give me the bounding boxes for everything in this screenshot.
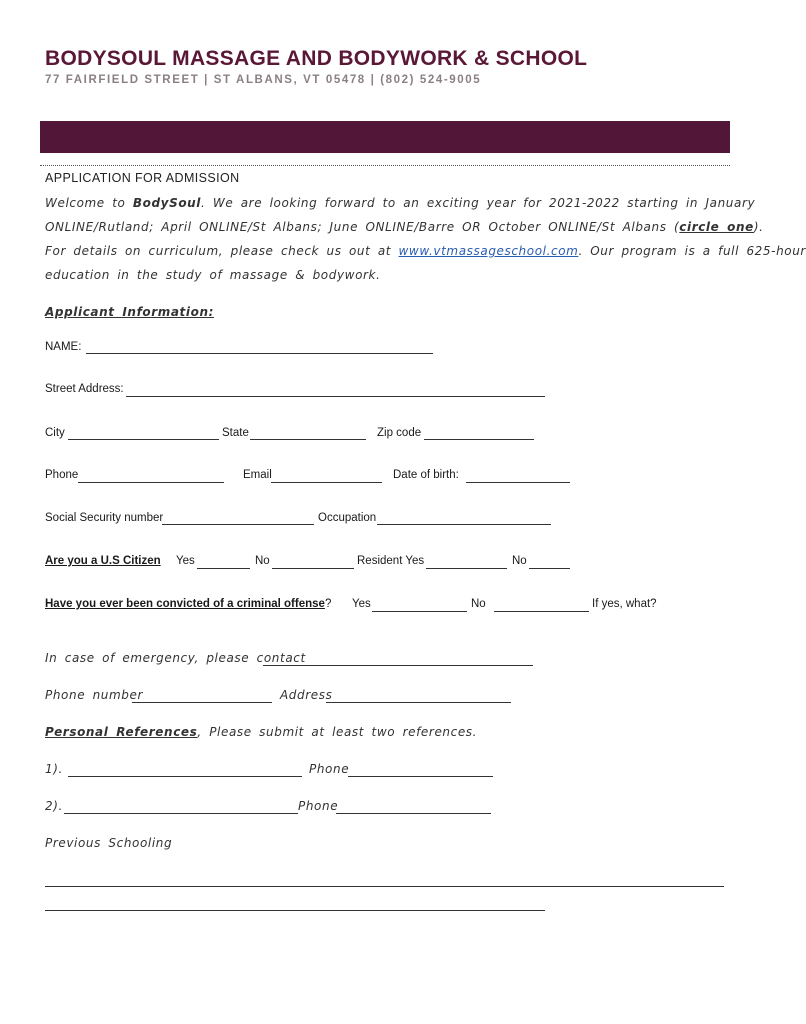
- intro-line1-rest: . We are looking forward to an exciting year for 2021-2022 starting in January: [201, 196, 756, 210]
- criminal-yes-field[interactable]: [372, 611, 467, 612]
- street-label: Street Address:: [45, 383, 124, 395]
- ref1-label: 1).: [45, 762, 63, 776]
- criminal-question: Have you ever been convicted of a criminal offense: [45, 598, 325, 610]
- previous-schooling-field-1[interactable]: [45, 886, 724, 887]
- occupation-field[interactable]: [377, 524, 551, 525]
- previous-schooling-field-2[interactable]: [45, 910, 545, 911]
- ref1-phone-label: Phone: [309, 762, 350, 776]
- intro-line2-end: ).: [753, 220, 764, 234]
- intro-line-2: [45, 220, 764, 234]
- ssn-label: Social Security number: [45, 512, 164, 524]
- name-label: NAME:: [45, 341, 82, 353]
- criminal-yes-label: Yes: [352, 598, 371, 610]
- dob-field[interactable]: [466, 482, 570, 483]
- name-field[interactable]: [86, 353, 433, 354]
- website-link[interactable]: www.vtmassageschool.com: [398, 244, 579, 258]
- state-label: State: [222, 427, 249, 439]
- address-label: Address: [280, 688, 333, 702]
- intro-line-4: education in the study of massage & bodywork.: [45, 268, 381, 282]
- phone-field[interactable]: [78, 482, 224, 483]
- header-band: [40, 121, 730, 153]
- occupation-label: Occupation: [318, 512, 377, 524]
- if-yes-label: If yes, what?: [592, 598, 657, 610]
- state-field[interactable]: [250, 439, 366, 440]
- intro-line3-end: . Our program is a full 625-hour: [578, 244, 806, 258]
- ssn-field[interactable]: [162, 524, 314, 525]
- criminal-qmark: ?: [324, 598, 332, 610]
- ref2-label: 2).: [45, 799, 63, 813]
- citizen-question: Are you a U.S Citizen: [45, 555, 161, 567]
- phone-number-label: Phone number: [45, 688, 144, 702]
- dob-label: Date of birth:: [393, 469, 459, 481]
- school-title: BODYSOUL MASSAGE AND BODYWORK & SCHOOL: [45, 47, 588, 70]
- references-instructions: , Please submit at least two references.: [197, 725, 478, 739]
- school-address: 77 FAIRFIELD STREET | ST ALBANS, VT 05478 | (802) 524-9005: [45, 74, 482, 86]
- criminal-no-field[interactable]: [494, 611, 589, 612]
- resident-no-label: No: [512, 555, 527, 567]
- ref2-phone-label: Phone: [298, 799, 339, 813]
- citizen-yes-field[interactable]: [197, 568, 250, 569]
- resident-yes-field[interactable]: [426, 568, 507, 569]
- emergency-contact-field[interactable]: [263, 665, 533, 666]
- zip-label: Zip code: [377, 427, 422, 439]
- citizen-no-label: No: [255, 555, 270, 567]
- intro-line3-start: For details on curriculum, please check us out at: [45, 244, 399, 258]
- street-address-field[interactable]: [126, 396, 545, 397]
- city-field[interactable]: [68, 439, 219, 440]
- criminal-line: [45, 598, 331, 610]
- resident-yes-label: Resident Yes: [357, 555, 425, 567]
- previous-schooling-label: Previous Schooling: [45, 836, 173, 850]
- ref2-phone-field[interactable]: [336, 813, 491, 814]
- intro-welcome: Welcome to: [45, 196, 133, 210]
- citizen-no-field[interactable]: [272, 568, 354, 569]
- criminal-no-label: No: [471, 598, 486, 610]
- ref1-phone-field[interactable]: [348, 776, 493, 777]
- dotted-divider: [40, 165, 730, 166]
- references-heading: Personal References: [45, 725, 198, 739]
- intro-line2-start: ONLINE/Rutland; April ONLINE/St Albans; June ONLINE/Barre OR October ONLINE/St Albans (: [45, 220, 680, 234]
- emergency-label: In case of emergency, please contact: [45, 651, 306, 665]
- email-field[interactable]: [271, 482, 382, 483]
- citizen-yes-label: Yes: [176, 555, 195, 567]
- ref2-field[interactable]: [64, 813, 298, 814]
- references-line: [45, 725, 477, 739]
- resident-no-field[interactable]: [529, 568, 570, 569]
- city-label: City: [45, 427, 65, 439]
- emergency-phone-field[interactable]: [132, 702, 272, 703]
- applicant-info-heading: Applicant Information:: [45, 305, 214, 319]
- intro-line-1: [45, 196, 755, 210]
- intro-line-3: [45, 244, 806, 258]
- form-heading: APPLICATION FOR ADMISSION: [45, 171, 240, 185]
- email-label: Email: [243, 469, 272, 481]
- zip-field[interactable]: [424, 439, 534, 440]
- phone-label: Phone: [45, 469, 79, 481]
- circle-one-text: circle one: [679, 220, 754, 234]
- ref1-field[interactable]: [68, 776, 302, 777]
- intro-brand: BodySoul: [132, 196, 202, 210]
- emergency-address-field[interactable]: [326, 702, 511, 703]
